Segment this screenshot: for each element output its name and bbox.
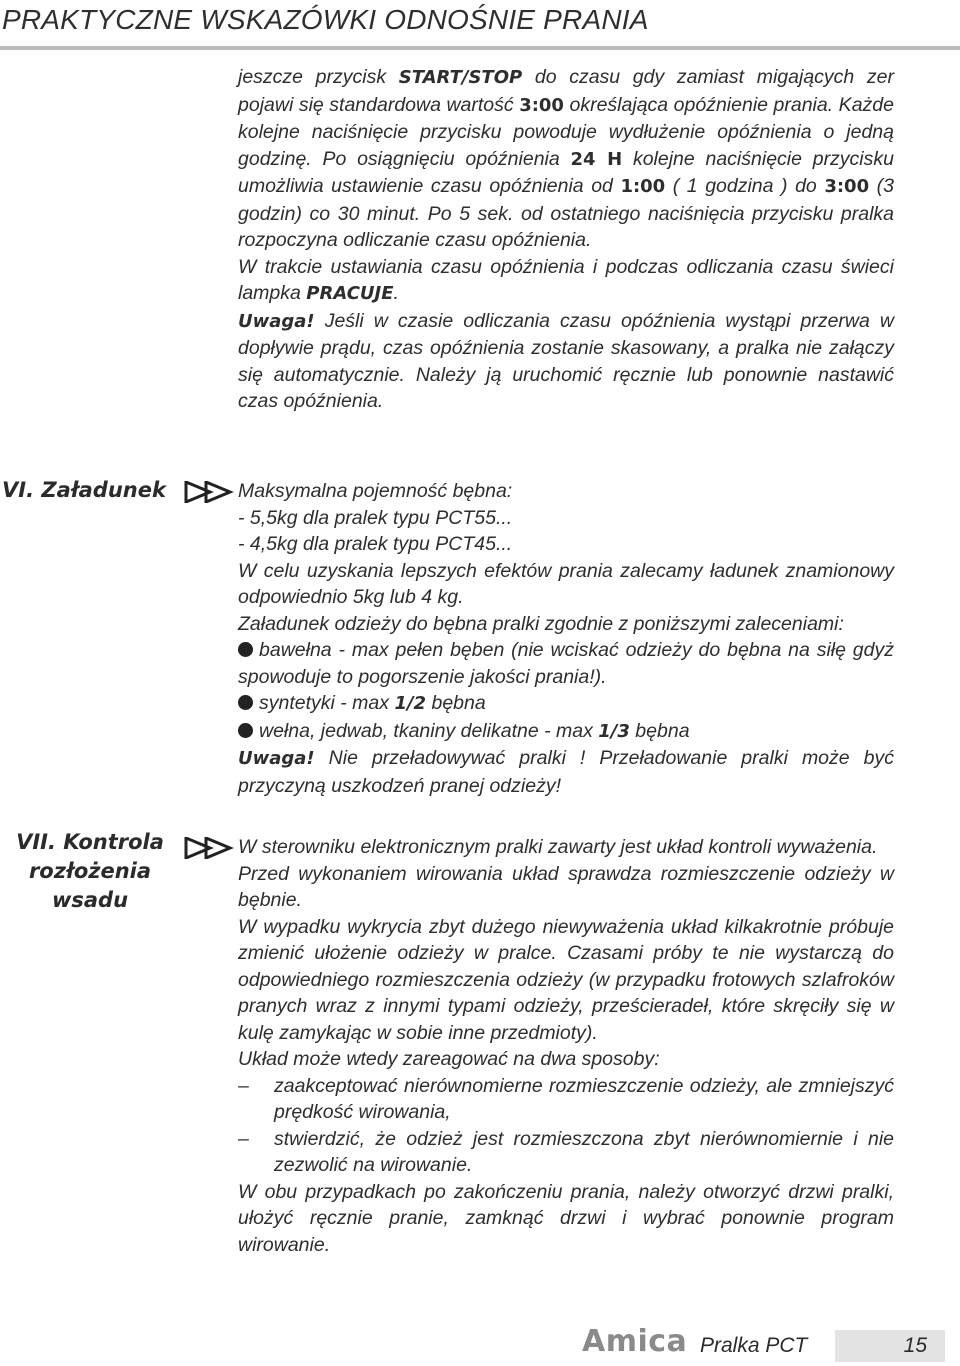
intro-warning: Uwaga! Jeśli w czasie odliczania czasu opóźnienia wystąpi przerwa w dopływie prądu, czas opóźnienia zostanie skasowany, a pralka nie załączy się automatycznie. Należy ją uruchomić ręcznie lub ponownie nastawić czas opóźnienia. — [238, 309, 894, 412]
intro-text — [238, 64, 894, 415]
bullet-icon — [238, 723, 253, 738]
double-arrow-icon — [184, 837, 234, 859]
list-item: syntetyki - max 1/2 bębna — [238, 690, 894, 718]
title-rule — [0, 46, 960, 50]
capacity-line-2: - 4,5kg dla pralek typu PCT45... — [238, 533, 513, 555]
page-title: PRAKTYCZNE WSKAZÓWKI ODNOŚNIE PRANIA — [2, 4, 649, 35]
recommendation: W celu uzyskania lepszych efektów prania zalecamy ładunek znamionowy odpowiednio 5kg lub 4 kg. — [238, 559, 894, 608]
paragraph: Przed wykonaniem wirowania układ sprawdza rozmieszczenie odzieży w bębnie. — [238, 862, 894, 911]
paragraph: W wypadku wykrycia zbyt dużego niewyważenia układ kilkakrotnie próbuje zmienić ułożenie odzieży w pralce. Czasami próby te nie wystarczą do odpowiedniego rozmieszczenia odzieży (w przypadku frotowych szlafroków pranych wraz z innymi typami odzieży, prześcieradeł, które skręciły się w kulę zamykając w sobie inne przedmioty). — [238, 915, 894, 1044]
list-item: bawełna - max pełen bęben (nie wciskać odzieży do bębna na siłę gdyż spowoduje to pogorszenie jakości prania!). — [238, 639, 894, 688]
list-item: wełna, jedwab, tkaniny delikatne - max 1/3 bębna — [238, 718, 894, 746]
intro-paragraph-2: W trakcie ustawiania czasu opóźnienia i podczas odliczania czasu świeci lampka PRACUJE. — [238, 255, 894, 304]
paragraph: Układ może wtedy zareagować na dwa sposoby: — [238, 1048, 660, 1070]
double-arrow-icon — [184, 481, 234, 503]
product-name: Pralka PCT — [700, 1334, 808, 1357]
page-number: 15 — [903, 1334, 927, 1357]
bullet-icon — [238, 695, 253, 710]
load-warning: Uwaga! Nie przeładowywać pralki ! Przeładowanie pralki może być przyczyną uszkodzeń pranej odzieży! — [238, 747, 894, 797]
load-intro: Załadunek odzieży do bębna pralki zgodnie z poniższymi zaleceniami: — [238, 612, 844, 635]
list-item: – stwierdzić, że odzież jest rozmieszczona zbyt nierównomiernie i nie zezwolić na wirowanie. — [238, 1127, 894, 1176]
capacity-label: Maksymalna pojemność bębna: — [238, 480, 513, 502]
section-6-heading: VI. Załadunek — [2, 478, 166, 502]
capacity-line-1: - 5,5kg dla pralek typu PCT55... — [238, 506, 513, 529]
intro-paragraph-1: jeszcze przycisk START/STOP do czasu gdy zamiast migających zer pojawi się standardowa wartość 3:00 określająca opóźnienie prania. Każde kolejne naciśnięcie przycisku powoduje wydłużenie opóźnienia o jedną godzinę. Po osiągnięciu opóźnienia 24 H kolejne naciśnięcie przycisku umożliwia ustawienie czasu opóźnienia od 1:00 ( 1 godzina ) do 3:00 (3 godzin) co 30 minut. Po 5 sek. od ostatniego naciśnięcia przycisku pralka rozpoczyna odliczanie czasu opóźnienia. — [238, 66, 895, 251]
page-number-box — [835, 1330, 945, 1362]
bullet-icon — [238, 642, 253, 657]
section-7-body — [238, 834, 894, 1258]
section-6-body — [238, 478, 894, 799]
list-item: – zaakceptować nierównomierne rozmieszczenie odzieży, ale zmniejszyć prędkość wirowania, — [238, 1074, 894, 1123]
brand-logo: Amica — [582, 1324, 688, 1359]
section-7-heading: VII. Kontrola rozłożenia wsadu — [16, 830, 164, 912]
paragraph: W obu przypadkach po zakończeniu prania, należy otworzyć drzwi pralki, ułożyć ręcznie pranie, zamknąć drzwi i wybrać ponownie program wirowanie. — [238, 1180, 894, 1256]
paragraph: W sterowniku elektronicznym pralki zawarty jest układ kontroli wyważenia. — [238, 836, 878, 858]
